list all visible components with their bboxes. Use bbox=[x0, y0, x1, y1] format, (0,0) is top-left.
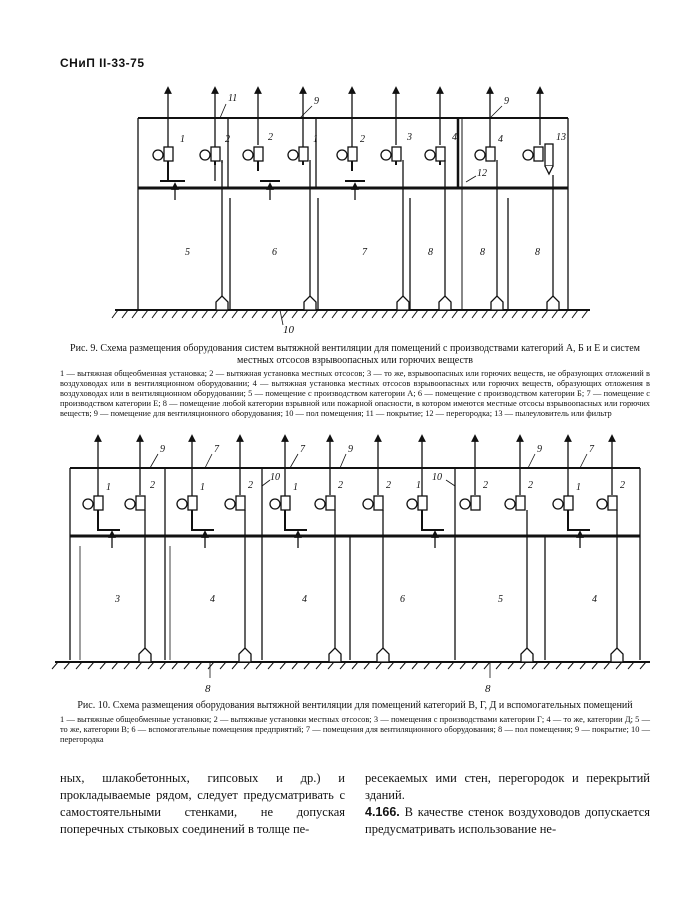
svg-text:2: 2 bbox=[483, 480, 488, 491]
label-9: 9 bbox=[314, 96, 319, 107]
svg-text:1: 1 bbox=[200, 482, 205, 493]
svg-text:7: 7 bbox=[589, 444, 594, 455]
section-number: 4.166. bbox=[365, 805, 400, 819]
svg-text:2: 2 bbox=[150, 480, 155, 491]
label-9: 9 bbox=[504, 96, 509, 107]
svg-text:3: 3 bbox=[115, 594, 120, 605]
svg-text:4: 4 bbox=[452, 132, 457, 143]
svg-text:5: 5 bbox=[498, 594, 503, 605]
svg-text:1: 1 bbox=[293, 482, 298, 493]
svg-text:2: 2 bbox=[360, 134, 365, 145]
body-column-right bbox=[365, 770, 650, 838]
svg-text:4: 4 bbox=[592, 594, 597, 605]
figure-10-legend: 1 — вытяжные общеобменные установки; 2 — вытяжные установки местных отсосов; 3 — помещения с производствами категории Г; 4 — то же, категории Д; 5 — то же, категории В; 6 — вспомогательные помещения предприятий; 7 — помещения для вентиляционного оборудования; 8 — пол помещения; 9 — покрытие; 10 — перегородка bbox=[60, 714, 650, 744]
svg-text:2: 2 bbox=[248, 480, 253, 491]
figure-9-title: Рис. 9. Схема размещения оборудования систем вытяжной вентиляции для помещений с производствами категорий А, Б и Е и систем местных отсосов взрывоопасных или горючих веществ bbox=[70, 343, 640, 366]
svg-text:4: 4 bbox=[210, 594, 215, 605]
figure-10-title: Рис. 10. Схема размещения оборудования вытяжной вентиляции для помещений категорий В, Г, Д и вспомогательных помещений bbox=[77, 700, 633, 711]
svg-text:9: 9 bbox=[160, 444, 165, 455]
label-13: 13 bbox=[556, 132, 566, 143]
svg-text:2: 2 bbox=[338, 480, 343, 491]
svg-text:9: 9 bbox=[537, 444, 542, 455]
svg-text:7: 7 bbox=[362, 247, 367, 258]
svg-text:2: 2 bbox=[268, 132, 273, 143]
svg-text:1: 1 bbox=[313, 134, 318, 145]
svg-text:8: 8 bbox=[485, 683, 491, 695]
svg-text:2: 2 bbox=[528, 480, 533, 491]
svg-text:6: 6 bbox=[400, 594, 405, 605]
svg-text:8: 8 bbox=[480, 247, 485, 258]
svg-text:3: 3 bbox=[407, 132, 412, 143]
svg-text:1: 1 bbox=[180, 134, 185, 145]
svg-text:1: 1 bbox=[106, 482, 111, 493]
figure-10-caption bbox=[60, 700, 650, 745]
figure-9-caption bbox=[60, 343, 650, 419]
label-11: 11 bbox=[228, 93, 238, 104]
svg-text:4: 4 bbox=[498, 134, 503, 145]
body-paragraph bbox=[365, 804, 650, 838]
body-paragraph: ных, шлакобетонных, гипсовых и др.) и прокладываемые рядом, следует предусматривать с самостоятельными стенками, не допуская поперечных стыковых соединений в толще пе- bbox=[60, 771, 345, 836]
svg-text:10: 10 bbox=[270, 472, 280, 483]
svg-text:7: 7 bbox=[214, 444, 219, 455]
svg-text:8: 8 bbox=[428, 247, 433, 258]
svg-text:9: 9 bbox=[348, 444, 353, 455]
label-12: 12 bbox=[477, 168, 487, 179]
paragraph-text: В качестве стенок воздуховодов допускается предусматривать использование не- bbox=[365, 805, 651, 836]
svg-text:10: 10 bbox=[432, 472, 442, 483]
svg-text:4: 4 bbox=[302, 594, 307, 605]
figure-9-legend: 1 — вытяжная общеобменная установка; 2 — вытяжная установка местных отсосов; 3 — то же, взрывоопасных или горючих веществ, не образующих отложений в воздуховодах или в вентиляционном оборудовании; 4 — вытяжная установка местных отсосов взрывоопасных или горючих веществ, образующих отложения в воздуховодах или в вентиляционном оборудовании; 5 — помещение с производством категории А; 6 — помещение с производством категории Б; 7 — помещение с производством категории Е; 8 — помещение любой категории взрывной или пожарной опасности, в котором имеются местные отсосы взрывоопасных или горючих веществ; 9 — помещение для вентиляционного оборудования; 10 — пол помещения; 11 — покрытие; 12 — перегородка; 13 — пылеуловитель или фильтр bbox=[60, 369, 650, 418]
svg-text:7: 7 bbox=[300, 444, 305, 455]
document-code: СНиП II-33-75 bbox=[60, 56, 145, 70]
svg-text:2: 2 bbox=[620, 480, 625, 491]
svg-text:6: 6 bbox=[272, 247, 277, 258]
label-10: 10 bbox=[283, 324, 294, 336]
svg-text:5: 5 bbox=[185, 247, 190, 258]
svg-text:8: 8 bbox=[205, 683, 211, 695]
svg-text:2: 2 bbox=[386, 480, 391, 491]
body-paragraph: ресекаемых ими стен, перегородок и перекрытий зданий. bbox=[365, 771, 650, 802]
body-column-left bbox=[60, 770, 345, 838]
svg-text:1: 1 bbox=[576, 482, 581, 493]
svg-text:2: 2 bbox=[225, 134, 230, 145]
figure-10-diagram bbox=[0, 430, 700, 700]
svg-text:8: 8 bbox=[535, 247, 540, 258]
svg-text:1: 1 bbox=[416, 480, 421, 491]
figure-9-diagram bbox=[0, 0, 700, 345]
